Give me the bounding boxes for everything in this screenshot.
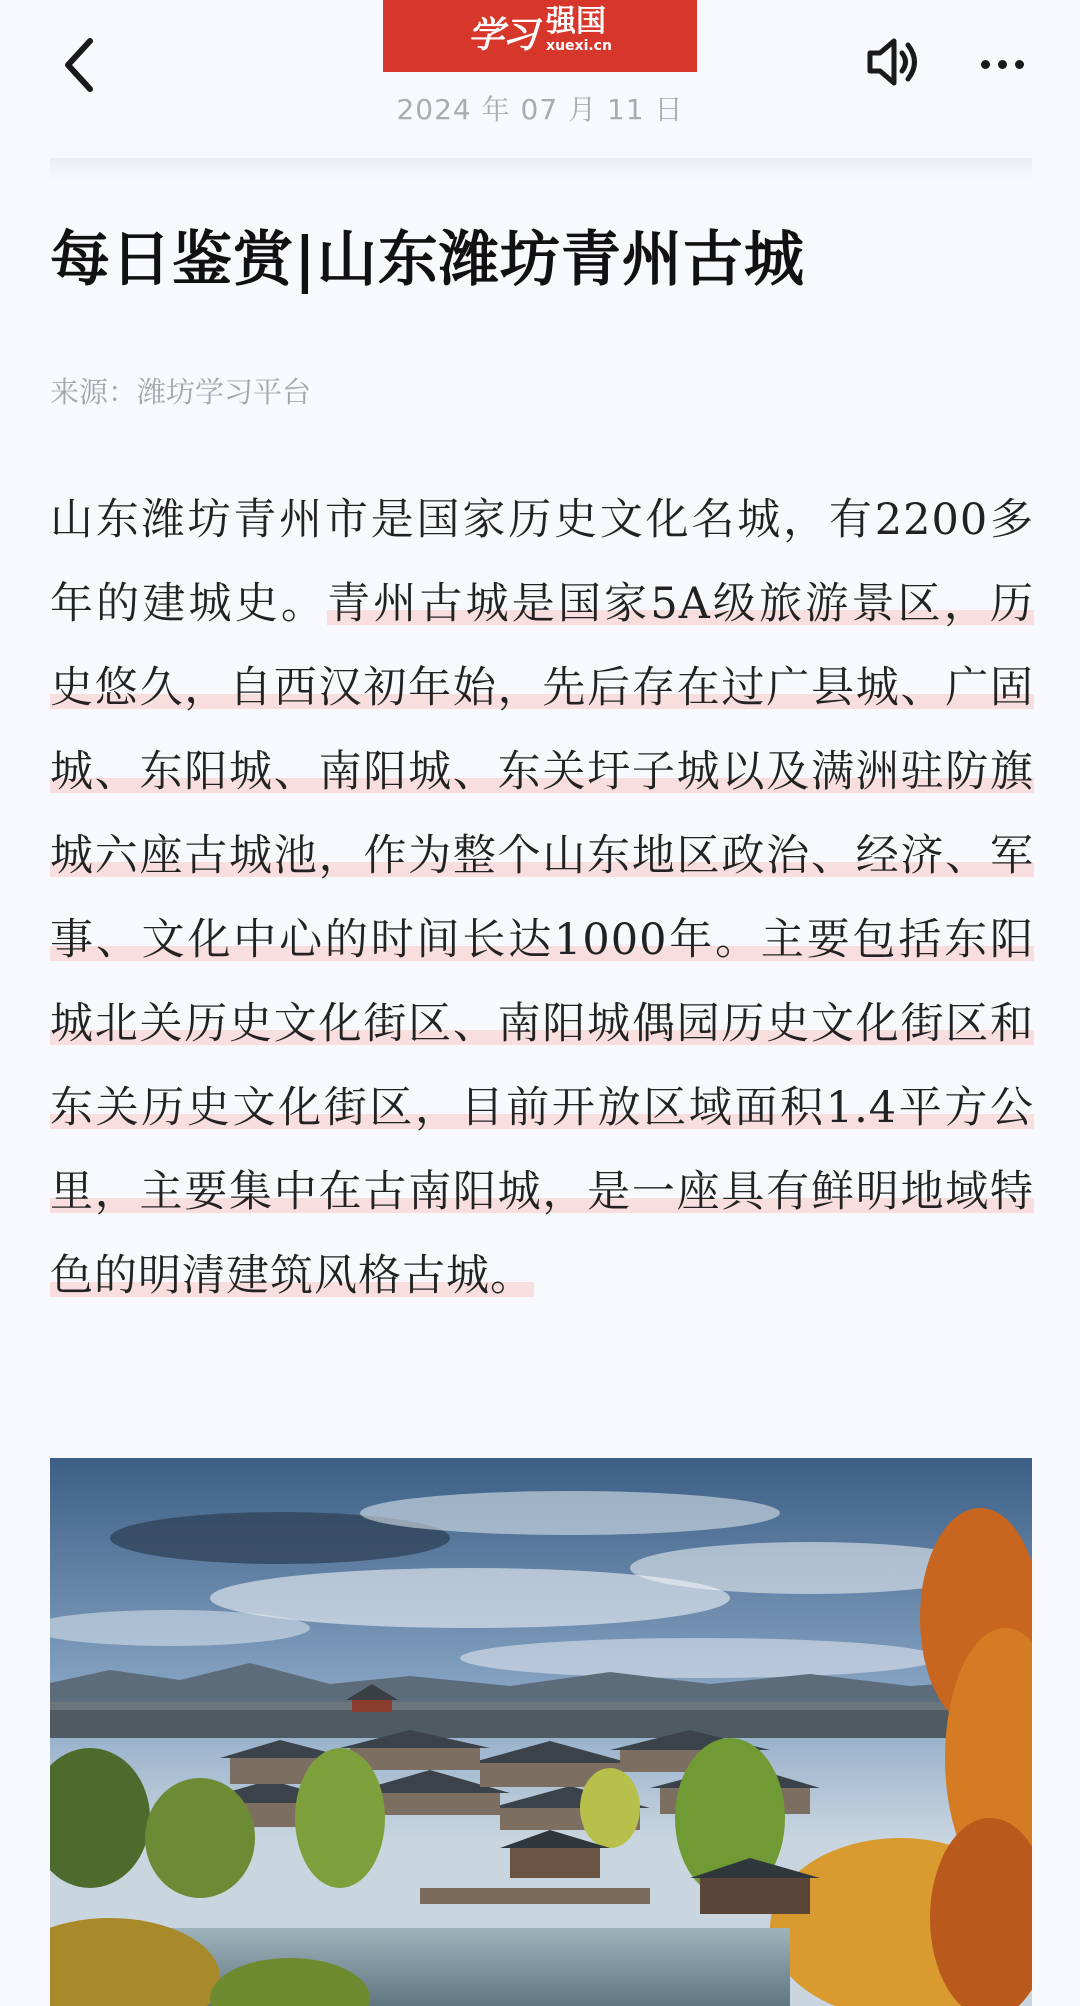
more-button[interactable] bbox=[970, 38, 1034, 90]
publish-date: 2024 年 07 月 11 日 bbox=[396, 93, 684, 126]
article-body bbox=[50, 478, 1034, 1318]
header-divider bbox=[50, 158, 1032, 182]
read-aloud-button[interactable] bbox=[862, 30, 926, 94]
speaker-icon bbox=[864, 34, 924, 90]
source-link[interactable]: 潍坊学习平台 bbox=[137, 375, 312, 409]
logo-text: 强国 bbox=[546, 4, 607, 39]
top-bar bbox=[0, 0, 1080, 160]
highlighted-text: 青州古城是国家5A级旅游景区，历史悠久，自西汉初年始，先后存在过广县城、广固城、东阳城、南阳城、东关圩子城以及满洲驻防旗城六座古城池，作为整个山东地区政治、经济、军事、文化中心的时间长达1000年。主要包括东阳城北关历史文化街区、南阳城偶园历史文化街区和东关历史文化街区，目前开放区域面积1.4平方公里，主要集中在古南阳城，是一座具有鲜明地域特色的明清建筑风格古城。 bbox=[50, 579, 1034, 1301]
logo-url: xuexi.cn bbox=[546, 38, 612, 54]
more-dots-icon bbox=[981, 60, 990, 69]
logo-script: 学习 bbox=[468, 13, 537, 56]
source-label: 来源： bbox=[50, 375, 138, 409]
article-image[interactable] bbox=[50, 1458, 1032, 2006]
paragraph-text: 山东潍坊青州市是国家历史文化名城，有2200多年的建城史。 bbox=[50, 495, 1034, 629]
ancient-city-photo bbox=[50, 1458, 1032, 2006]
xuexi-logo bbox=[383, 0, 697, 72]
article-source bbox=[50, 370, 311, 411]
chevron-left-icon bbox=[60, 35, 100, 95]
article-title: 每日鉴赏|山东潍坊青州古城 bbox=[50, 225, 805, 295]
